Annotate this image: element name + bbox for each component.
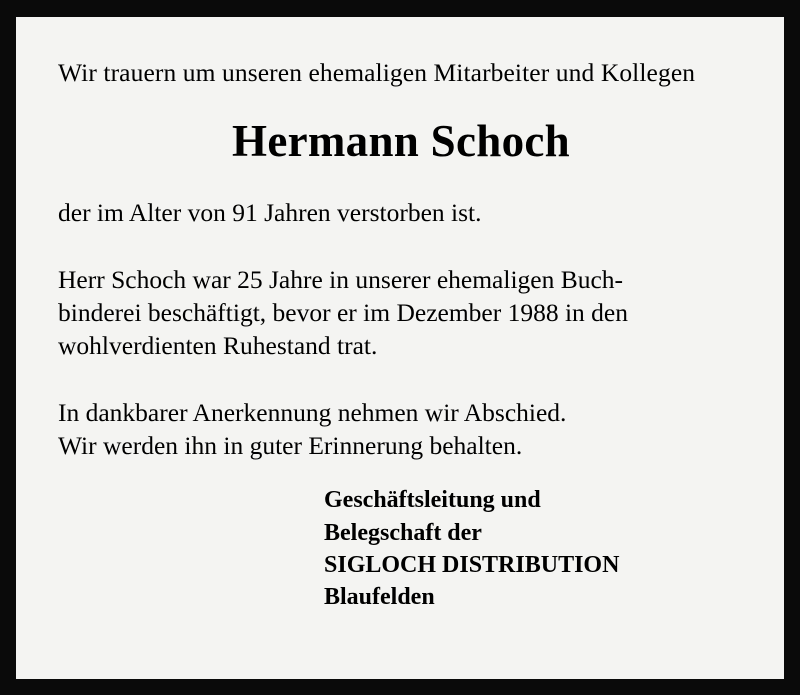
signature-line: SIGLOCH DISTRIBUTION <box>324 551 620 578</box>
obituary-card <box>16 17 784 679</box>
intro-text: Wir trauern um unseren ehemaligen Mitarbeiter und Kollegen <box>58 58 696 87</box>
deceased-name: Hermann Schoch <box>232 116 570 167</box>
signature-line: Belegschaft der <box>324 519 482 546</box>
signature-block <box>58 484 744 613</box>
career-line: Herr Schoch war 25 Jahre in unserer ehemaligen Buch- <box>58 264 624 294</box>
signature-line: Geschäftsleitung und <box>324 487 541 514</box>
career-line: wohlverdienten Ruhestand trat. <box>58 331 378 361</box>
age-line: der im Alter von 91 Jahren verstorben ist. <box>58 197 482 227</box>
signature-line: Blaufelden <box>324 583 435 610</box>
closing-line: In dankbarer Anerkennung nehmen wir Abschied. <box>58 398 567 428</box>
closing-paragraph <box>58 396 744 462</box>
closing-line: Wir werden ihn in guter Erinnerung behalten. <box>58 431 523 461</box>
career-line: binderei beschäftigt, bevor er im Dezember 1988 in den <box>58 297 629 327</box>
career-paragraph <box>58 263 744 362</box>
